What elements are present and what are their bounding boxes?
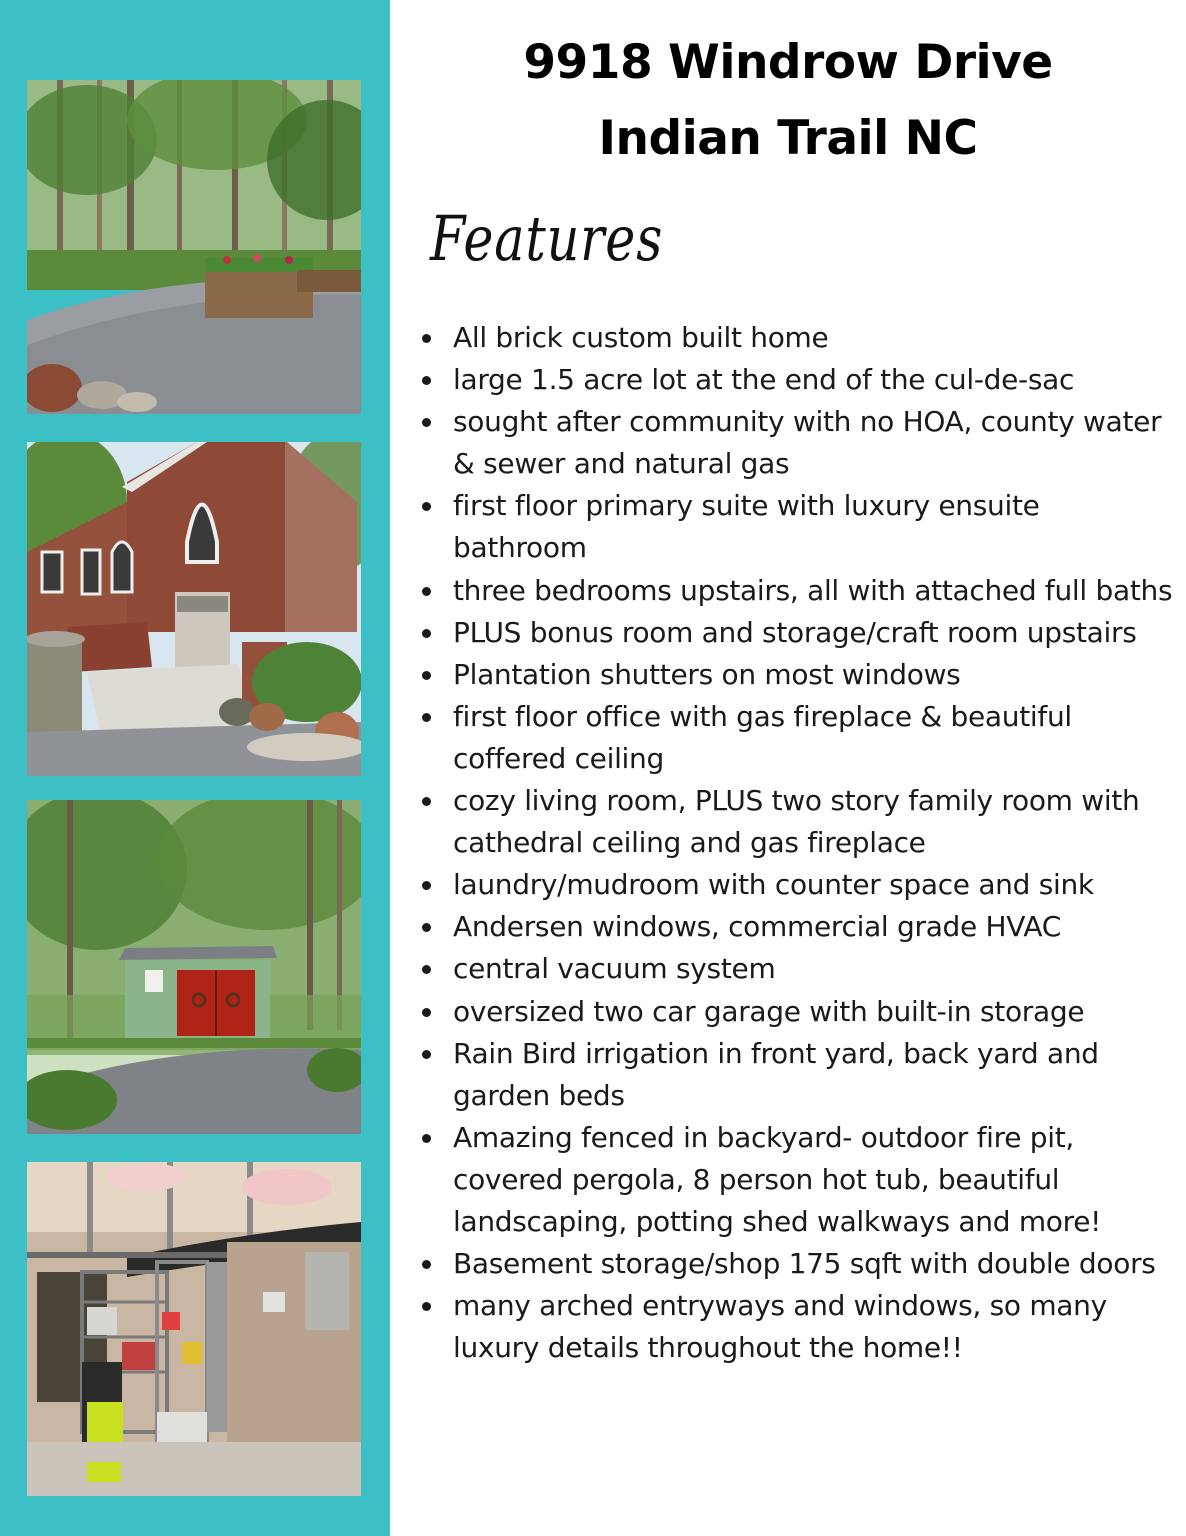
- feature-item: Andersen windows, commercial grade HVAC: [420, 906, 1180, 948]
- photo-sidebar: [0, 0, 390, 1536]
- main-content: [390, 0, 1186, 1536]
- feature-item: Rain Bird irrigation in front yard, back yard and garden beds: [420, 1033, 1180, 1117]
- garden-path-photo: [27, 80, 361, 414]
- address-line-2: Indian Trail NC: [598, 111, 978, 166]
- feature-item: Amazing fenced in backyard- outdoor fire pit, covered pergola, 8 person hot tub, beautiful landscaping, potting shed walkways and more!: [420, 1117, 1180, 1243]
- feature-item: first floor primary suite with luxury ensuite bathroom: [420, 485, 1180, 569]
- feature-item: laundry/mudroom with counter space and sink: [420, 864, 1180, 906]
- feature-item: PLUS bonus room and storage/craft room upstairs: [420, 612, 1180, 654]
- feature-item: Plantation shutters on most windows: [420, 654, 1180, 696]
- features-heading: Features: [430, 202, 664, 275]
- feature-item: three bedrooms upstairs, all with attached full baths: [420, 570, 1180, 612]
- feature-item: first floor office with gas fireplace & beautiful coffered ceiling: [420, 696, 1180, 780]
- feature-item: sought after community with no HOA, county water & sewer and natural gas: [420, 401, 1180, 485]
- basement-storage-photo: [27, 1162, 361, 1496]
- feature-item: central vacuum system: [420, 948, 1180, 990]
- features-list: [420, 317, 1180, 1369]
- feature-item: oversized two car garage with built-in storage: [420, 991, 1180, 1033]
- feature-item: cozy living room, PLUS two story family room with cathedral ceiling and gas fireplace: [420, 780, 1180, 864]
- feature-item: Basement storage/shop 175 sqft with double doors: [420, 1243, 1180, 1285]
- potting-shed-photo: [27, 800, 361, 1134]
- feature-item: All brick custom built home: [420, 317, 1180, 359]
- address-line-1: 9918 Windrow Drive: [523, 35, 1053, 90]
- feature-item: large 1.5 acre lot at the end of the cul-de-sac: [420, 359, 1180, 401]
- feature-item: many arched entryways and windows, so many luxury details throughout the home!!: [420, 1285, 1180, 1369]
- brick-house-garage-photo: [27, 442, 361, 776]
